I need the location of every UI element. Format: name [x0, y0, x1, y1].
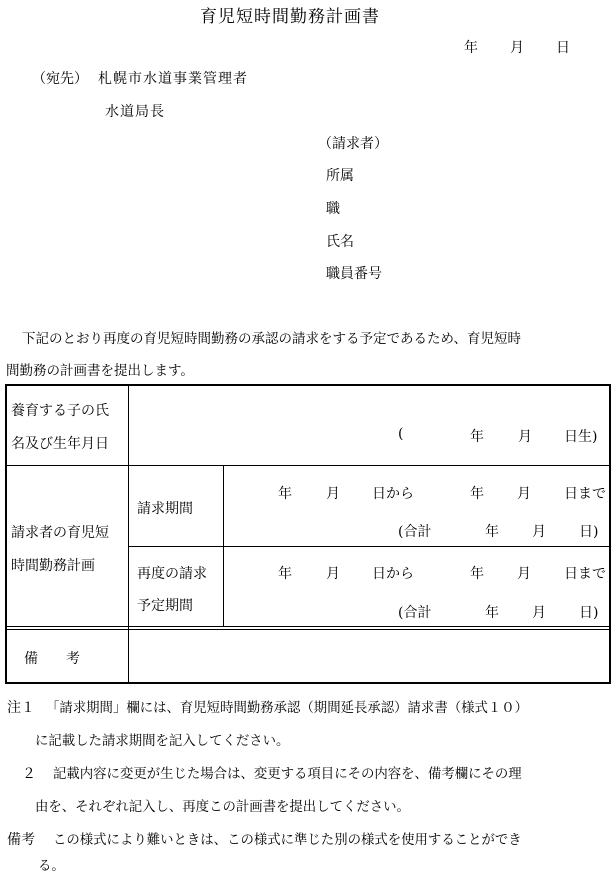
- redo-year: 年: [278, 566, 292, 582]
- biko-text: この様式により難いときは、この様式に準じた別の様式を使用することができ: [53, 833, 522, 848]
- period-total-day: 日): [579, 524, 599, 540]
- period-total-open: (合計: [398, 524, 432, 540]
- note-2-label: ２: [22, 766, 36, 782]
- table-divider: [128, 384, 129, 684]
- period-total-year: 年: [485, 524, 499, 540]
- table-border: [5, 384, 611, 386]
- redo-year-end: 年: [470, 566, 484, 582]
- date-year: 年: [464, 40, 478, 56]
- note-2-text: 記載内容に変更が生じた場合は、変更する項目にその内容を、備考欄にその理: [53, 767, 522, 782]
- date-month: 月: [510, 40, 524, 56]
- plan-label: 請求者の育児短: [11, 525, 109, 541]
- period-year-end: 年: [470, 486, 484, 502]
- birth-open: (: [398, 426, 404, 442]
- period-year: 年: [278, 486, 292, 502]
- requester-field: 所属: [326, 168, 354, 184]
- remarks-label: 備 考: [24, 651, 80, 667]
- note-1-text: に記載した請求期間を記入してください。: [35, 734, 290, 749]
- redo-label: 再度の請求: [137, 566, 207, 582]
- redo-from: 日から: [372, 566, 414, 582]
- table-border: [609, 384, 611, 684]
- table-divider: [5, 629, 611, 630]
- intro-line: 下記のとおり再度の育児短時間勤務の承認の請求をする予定であるため、育児短時: [22, 331, 521, 347]
- birth-month: 月: [518, 429, 532, 445]
- redo-label: 予定期間: [137, 598, 193, 614]
- redo-total-year: 年: [485, 605, 499, 621]
- biko-text: る。: [38, 859, 65, 874]
- redo-to: 日まで: [564, 566, 606, 582]
- birth-day: 日生): [564, 429, 598, 445]
- addressee-bureau: 水道局長: [105, 104, 165, 120]
- table-border: [5, 384, 7, 684]
- requester-field: 氏名: [326, 234, 354, 250]
- redo-month: 月: [326, 566, 340, 582]
- page-title: 育児短時間勤務計画書: [200, 7, 380, 27]
- period-month-end: 月: [517, 486, 531, 502]
- redo-total-open: (合計: [398, 605, 432, 621]
- biko-label: 備考: [7, 832, 35, 848]
- date-day: 日: [556, 40, 570, 56]
- note-2-text: 由を、それぞれ記入し、再度この計画書を提出してください。: [35, 800, 410, 815]
- note-1-label: 注１: [7, 700, 35, 716]
- period-label: 請求期間: [137, 501, 193, 517]
- period-from: 日から: [372, 486, 414, 502]
- table-divider: [128, 546, 611, 547]
- note-1-text: 「請求期間」欄には、育児短時間勤務承認（期間延長承認）請求書（様式１０）: [46, 701, 529, 716]
- period-total-month: 月: [532, 524, 546, 540]
- remarks-field[interactable]: [130, 631, 608, 681]
- redo-total-month: 月: [532, 605, 546, 621]
- period-month: 月: [326, 486, 340, 502]
- requester-field: 職: [326, 201, 340, 217]
- addressee-name: 札幌市水道事業管理者: [98, 71, 248, 87]
- period-to: 日まで: [564, 486, 606, 502]
- birth-year: 年: [470, 429, 484, 445]
- requester-heading: （請求者）: [318, 136, 388, 152]
- plan-label: 時間勤務計画: [11, 558, 95, 574]
- addressee-prefix: （宛先）: [32, 71, 88, 87]
- table-border: [5, 682, 611, 684]
- child-label: 養育する子の氏: [11, 403, 109, 419]
- intro-line: 間勤務の計画書を提出します。: [6, 363, 194, 379]
- redo-total-day: 日): [579, 605, 599, 621]
- child-label: 名及び生年月日: [11, 436, 109, 452]
- table-divider: [5, 465, 611, 466]
- requester-field: 職員番号: [326, 266, 382, 282]
- table-divider: [5, 626, 611, 627]
- redo-month-end: 月: [517, 566, 531, 582]
